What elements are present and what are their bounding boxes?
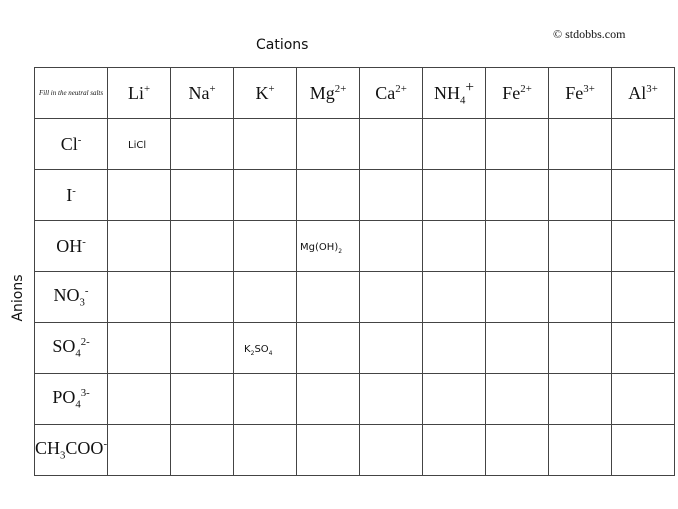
cell-fe3-cl[interactable]	[549, 119, 612, 170]
cation-al: $Al^{3+}$	[612, 68, 675, 119]
cell-ca-cl[interactable]	[360, 119, 423, 170]
cell-al-acetate[interactable]	[612, 425, 675, 476]
cell-fe3-po4[interactable]	[549, 374, 612, 425]
cell-na-no3[interactable]	[171, 272, 234, 323]
cell-nh4-acetate[interactable]	[423, 425, 486, 476]
cell-li-no3[interactable]	[108, 272, 171, 323]
cell-na-i[interactable]	[171, 170, 234, 221]
cell-mg-acetate[interactable]	[297, 425, 360, 476]
cell-nh4-oh[interactable]	[423, 221, 486, 272]
cell-na-acetate[interactable]	[171, 425, 234, 476]
cell-fe3-so4[interactable]	[549, 323, 612, 374]
cell-na-so4[interactable]	[171, 323, 234, 374]
cell-li-acetate[interactable]	[108, 425, 171, 476]
cell-al-so4[interactable]	[612, 323, 675, 374]
cation-fe3: $Fe^{3+}$	[549, 68, 612, 119]
cell-li-so4[interactable]	[108, 323, 171, 374]
cell-ca-oh[interactable]	[360, 221, 423, 272]
cation-na: Na+	[171, 68, 234, 119]
cell-fe2-cl[interactable]	[486, 119, 549, 170]
anion-i: I-	[35, 170, 108, 221]
cell-na-po4[interactable]	[171, 374, 234, 425]
cell-fe2-i[interactable]	[486, 170, 549, 221]
cell-al-oh[interactable]	[612, 221, 675, 272]
cell-nh4-so4[interactable]	[423, 323, 486, 374]
row-po4	[35, 374, 675, 425]
cell-li-cl[interactable]	[108, 119, 171, 170]
cell-al-no3[interactable]	[612, 272, 675, 323]
cell-k-so4[interactable]	[234, 323, 297, 374]
cell-al-po4[interactable]	[612, 374, 675, 425]
cation-k: K+	[234, 68, 297, 119]
cell-nh4-no3[interactable]	[423, 272, 486, 323]
row-oh	[35, 221, 675, 272]
copyright-notice: © stdobbs.com	[553, 27, 626, 41]
cell-k-acetate[interactable]	[234, 425, 297, 476]
anion-po4: $PO_4^{3-}$	[35, 374, 108, 425]
cation-li: Li+	[108, 68, 171, 119]
salt-k2so4: $K_2SO_4$	[244, 344, 273, 357]
cell-nh4-po4[interactable]	[423, 374, 486, 425]
anion-no3: $NO_3^-$	[35, 272, 108, 323]
cell-nh4-i[interactable]	[423, 170, 486, 221]
cell-nh4-cl[interactable]	[423, 119, 486, 170]
cell-mg-no3[interactable]	[297, 272, 360, 323]
anion-acetate: $CH_3COO^-$	[35, 425, 108, 476]
cell-al-i[interactable]	[612, 170, 675, 221]
cell-fe2-no3[interactable]	[486, 272, 549, 323]
cell-li-i[interactable]	[108, 170, 171, 221]
cell-k-oh[interactable]	[234, 221, 297, 272]
cell-ca-no3[interactable]	[360, 272, 423, 323]
cell-mg-cl[interactable]	[297, 119, 360, 170]
corner-instructions: Fill in the neutral salts	[35, 68, 108, 119]
cell-li-oh[interactable]	[108, 221, 171, 272]
cell-na-oh[interactable]	[171, 221, 234, 272]
cell-fe3-no3[interactable]	[549, 272, 612, 323]
cell-al-cl[interactable]	[612, 119, 675, 170]
anion-so4: $SO_4^{2-}$	[35, 323, 108, 374]
cell-fe2-acetate[interactable]	[486, 425, 549, 476]
cell-fe2-po4[interactable]	[486, 374, 549, 425]
cell-ca-i[interactable]	[360, 170, 423, 221]
cell-fe3-oh[interactable]	[549, 221, 612, 272]
cell-ca-acetate[interactable]	[360, 425, 423, 476]
cell-mg-po4[interactable]	[297, 374, 360, 425]
anion-oh: OH-	[35, 221, 108, 272]
cell-k-no3[interactable]	[234, 272, 297, 323]
anions-heading: Anions	[10, 274, 26, 322]
row-no3	[35, 272, 675, 323]
cell-mg-so4[interactable]	[297, 323, 360, 374]
cell-fe2-so4[interactable]	[486, 323, 549, 374]
cell-k-cl[interactable]	[234, 119, 297, 170]
cell-ca-so4[interactable]	[360, 323, 423, 374]
cell-li-po4[interactable]	[108, 374, 171, 425]
row-so4	[35, 323, 675, 374]
anion-cl: Cl-	[35, 119, 108, 170]
header-row	[35, 68, 675, 119]
salt-licl: LiCl	[128, 140, 147, 151]
cation-mg: $Mg^{2+}$	[297, 68, 360, 119]
cell-k-po4[interactable]	[234, 374, 297, 425]
cation-fe2: $Fe^{2+}$	[486, 68, 549, 119]
salt-table	[34, 67, 675, 476]
row-acetate	[35, 425, 675, 476]
cell-mg-oh[interactable]	[297, 221, 360, 272]
cation-ca: $Ca^{2+}$	[360, 68, 423, 119]
cation-nh4: $NH_4^+$	[423, 68, 486, 119]
cations-heading: Cations	[256, 37, 309, 53]
cell-na-cl[interactable]	[171, 119, 234, 170]
cell-fe3-i[interactable]	[549, 170, 612, 221]
row-i	[35, 170, 675, 221]
cell-fe3-acetate[interactable]	[549, 425, 612, 476]
cell-mg-i[interactable]	[297, 170, 360, 221]
cell-k-i[interactable]	[234, 170, 297, 221]
row-cl	[35, 119, 675, 170]
cell-ca-po4[interactable]	[360, 374, 423, 425]
cell-fe2-oh[interactable]	[486, 221, 549, 272]
salt-mgoh2: $Mg(OH)_2$	[300, 242, 343, 255]
